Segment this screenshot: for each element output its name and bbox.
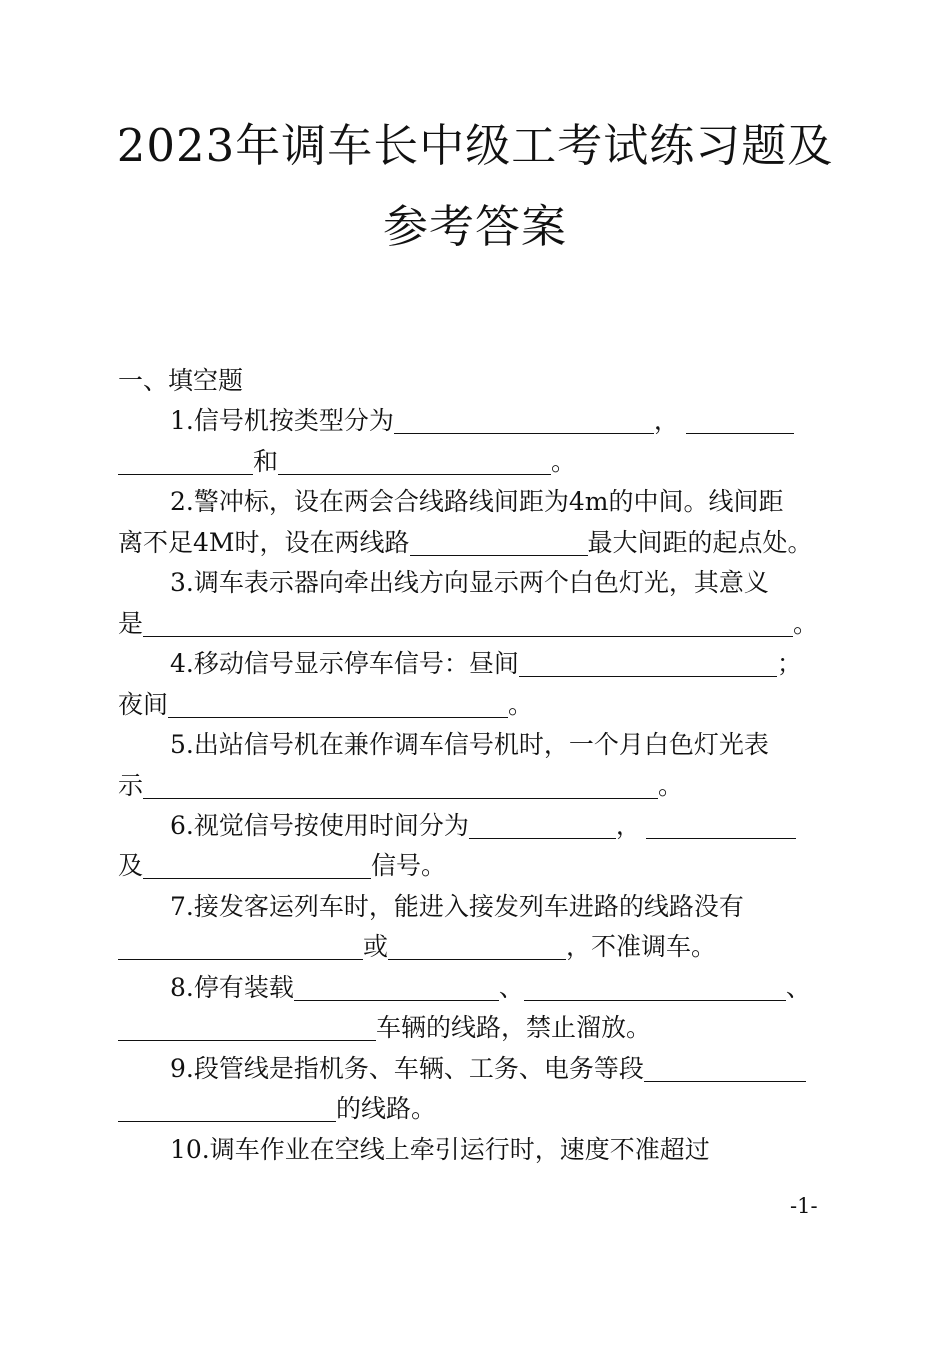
answer-blank — [278, 449, 551, 475]
question-9-line-2: 的线路。 — [118, 1096, 436, 1122]
question-4-line-2: 夜间 。 — [118, 690, 534, 719]
question-1-line-2: 和 。 — [118, 449, 576, 475]
answer-blank — [143, 853, 371, 879]
answer-blank — [118, 1015, 376, 1041]
question-7-line-2: 或 ，不准调车。 — [118, 934, 716, 960]
question-3-line-1: 3.调车表示器向牵出线方向显示两个白色灯光，其意义 — [170, 568, 769, 597]
question-2-line-2: 离不足4M时，设在两线路 最大间距的起点处。 — [118, 528, 813, 557]
section-heading: 一、填空题 — [118, 366, 244, 395]
answer-blank — [644, 1056, 806, 1082]
question-2-line-1: 2.警冲标，设在两会合线路线间距为4m的中间。线间距 — [170, 487, 784, 516]
question-1-line-1: 1.信号机按类型分为 ， — [170, 408, 794, 434]
answer-blank — [686, 408, 794, 434]
question-5-line-2: 示 。 — [118, 771, 684, 800]
answer-blank — [294, 975, 499, 1001]
question-4-line-1: 4.移动信号显示停车信号：昼间 ； — [170, 649, 802, 678]
question-9-line-1: 9.段管线是指机务、车辆、工务、电务等段 — [170, 1056, 806, 1082]
answer-blank — [524, 975, 786, 1001]
answer-blank — [410, 530, 588, 556]
question-10-line-1: 10.调车作业在空线上牵引运行时，速度不准超过 — [170, 1135, 710, 1164]
answer-blank — [168, 692, 508, 718]
question-6-line-1: 6.视觉信号按使用时间分为 ， — [170, 813, 796, 839]
answer-blank — [519, 651, 777, 677]
page-number: -1- — [790, 1194, 818, 1218]
question-7-line-1: 7.接发客运列车时，能进入接发列车进路的线路没有 — [170, 892, 744, 921]
question-8-line-2: 车辆的线路，禁止溜放。 — [118, 1015, 651, 1041]
answer-blank — [118, 934, 363, 960]
answer-blank — [143, 773, 658, 799]
question-8-line-1: 8.停有装载 、 、 — [170, 973, 811, 1002]
answer-blank — [469, 813, 616, 839]
question-6-line-2: 及 信号。 — [118, 851, 447, 880]
answer-blank — [646, 813, 796, 839]
document-title-line-2: 参考答案 — [382, 200, 567, 253]
answer-blank — [118, 1096, 336, 1122]
question-3-line-2: 是 。 — [118, 609, 819, 638]
answer-blank — [388, 934, 566, 960]
answer-blank — [143, 611, 793, 637]
question-5-line-1: 5.出站信号机在兼作调车信号机时，一个月白色灯光表 — [170, 730, 769, 759]
answer-blank — [118, 449, 253, 475]
document-title-line-1: 2023年调车长中级工考试练习题及 — [116, 119, 834, 172]
answer-blank — [394, 408, 654, 434]
